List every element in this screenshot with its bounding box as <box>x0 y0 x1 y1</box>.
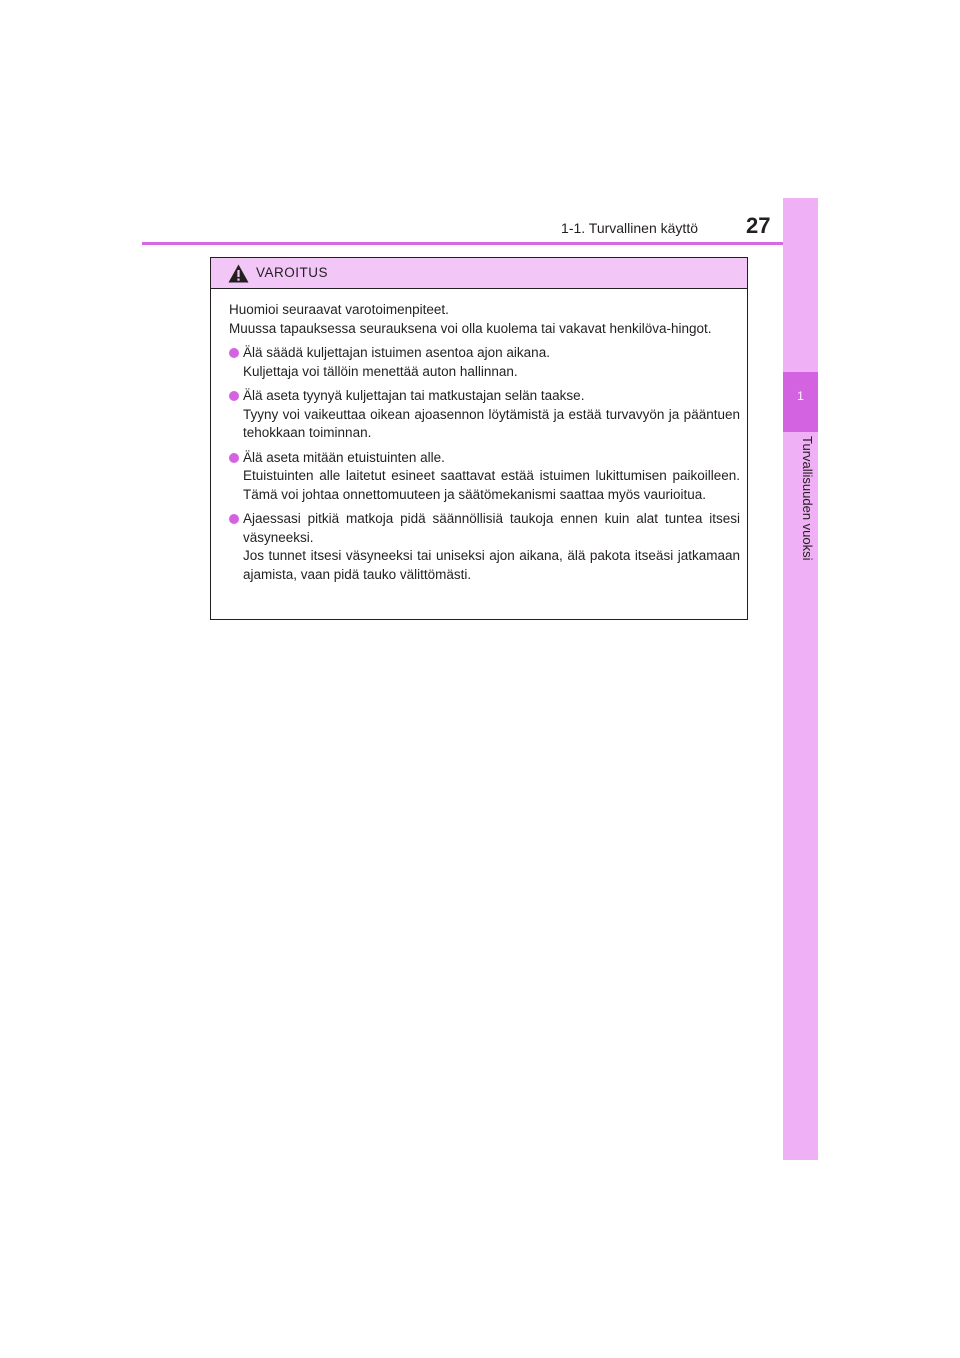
warning-triangle-icon <box>228 264 249 283</box>
warning-item-text: Etuistuinten alle laitetut esineet saattavat estää istuimen lukittumisen paikoilleen. Tämä voi johtaa onnettomuuteen ja säätömekanismi saattaa myös vaurioitua. <box>243 468 740 502</box>
page-number: 27 <box>746 213 771 238</box>
warning-item-heading: Ajaessasi pitkiä matkoja pidä säännöllisiä taukoja ennen kuin alat tuntea itsesi väsyneeksi. <box>243 511 740 545</box>
warning-item-heading: Älä säädä kuljettajan istuimen asentoa ajon aikana. <box>243 345 550 360</box>
header-rule <box>142 242 818 245</box>
section-title: 1-1. Turvallinen käyttö <box>561 220 698 236</box>
warning-box <box>210 257 748 620</box>
warning-item <box>229 344 740 381</box>
bullet-icon <box>229 453 239 463</box>
intro-line: Huomioi seuraavat varotoimenpiteet. <box>229 302 449 317</box>
warning-item-text: Kuljettaja voi tällöin menettää auton hallinnan. <box>243 363 518 379</box>
warning-title: VAROITUS <box>256 265 329 280</box>
warning-item-heading: Älä aseta tyynyä kuljettajan tai matkustajan selän taakse. <box>243 388 585 403</box>
warning-intro <box>229 301 740 338</box>
warning-header <box>211 258 747 289</box>
chapter-title: Turvallisuuden vuoksi <box>800 436 815 561</box>
chapter-number: 1 <box>797 389 804 403</box>
intro-line: Muussa tapauksessa seurauksena voi olla kuolema tai vakavat henkilöva-hingot. <box>229 320 712 336</box>
bullet-icon <box>229 514 239 524</box>
warning-item <box>229 510 740 584</box>
warning-item <box>229 449 740 505</box>
warning-item <box>229 387 740 443</box>
bullet-icon <box>229 348 239 358</box>
bullet-icon <box>229 391 239 401</box>
chapter-side-tab <box>783 198 818 1160</box>
warning-item-heading: Älä aseta mitään etuistuinten alle. <box>243 449 445 465</box>
warning-body <box>211 289 747 584</box>
warning-item-text: Jos tunnet itsesi väsyneeksi tai uniseksi ajon aikana, älä pakota itseäsi jatkamaan ajamista, vaan pidä tauko välittömästi. <box>243 548 740 582</box>
warning-item-text: Tyyny voi vaikeuttaa oikean ajoasennon löytämistä ja estää turvavyön ja pääntuen tehokkaan toiminnan. <box>243 406 740 440</box>
